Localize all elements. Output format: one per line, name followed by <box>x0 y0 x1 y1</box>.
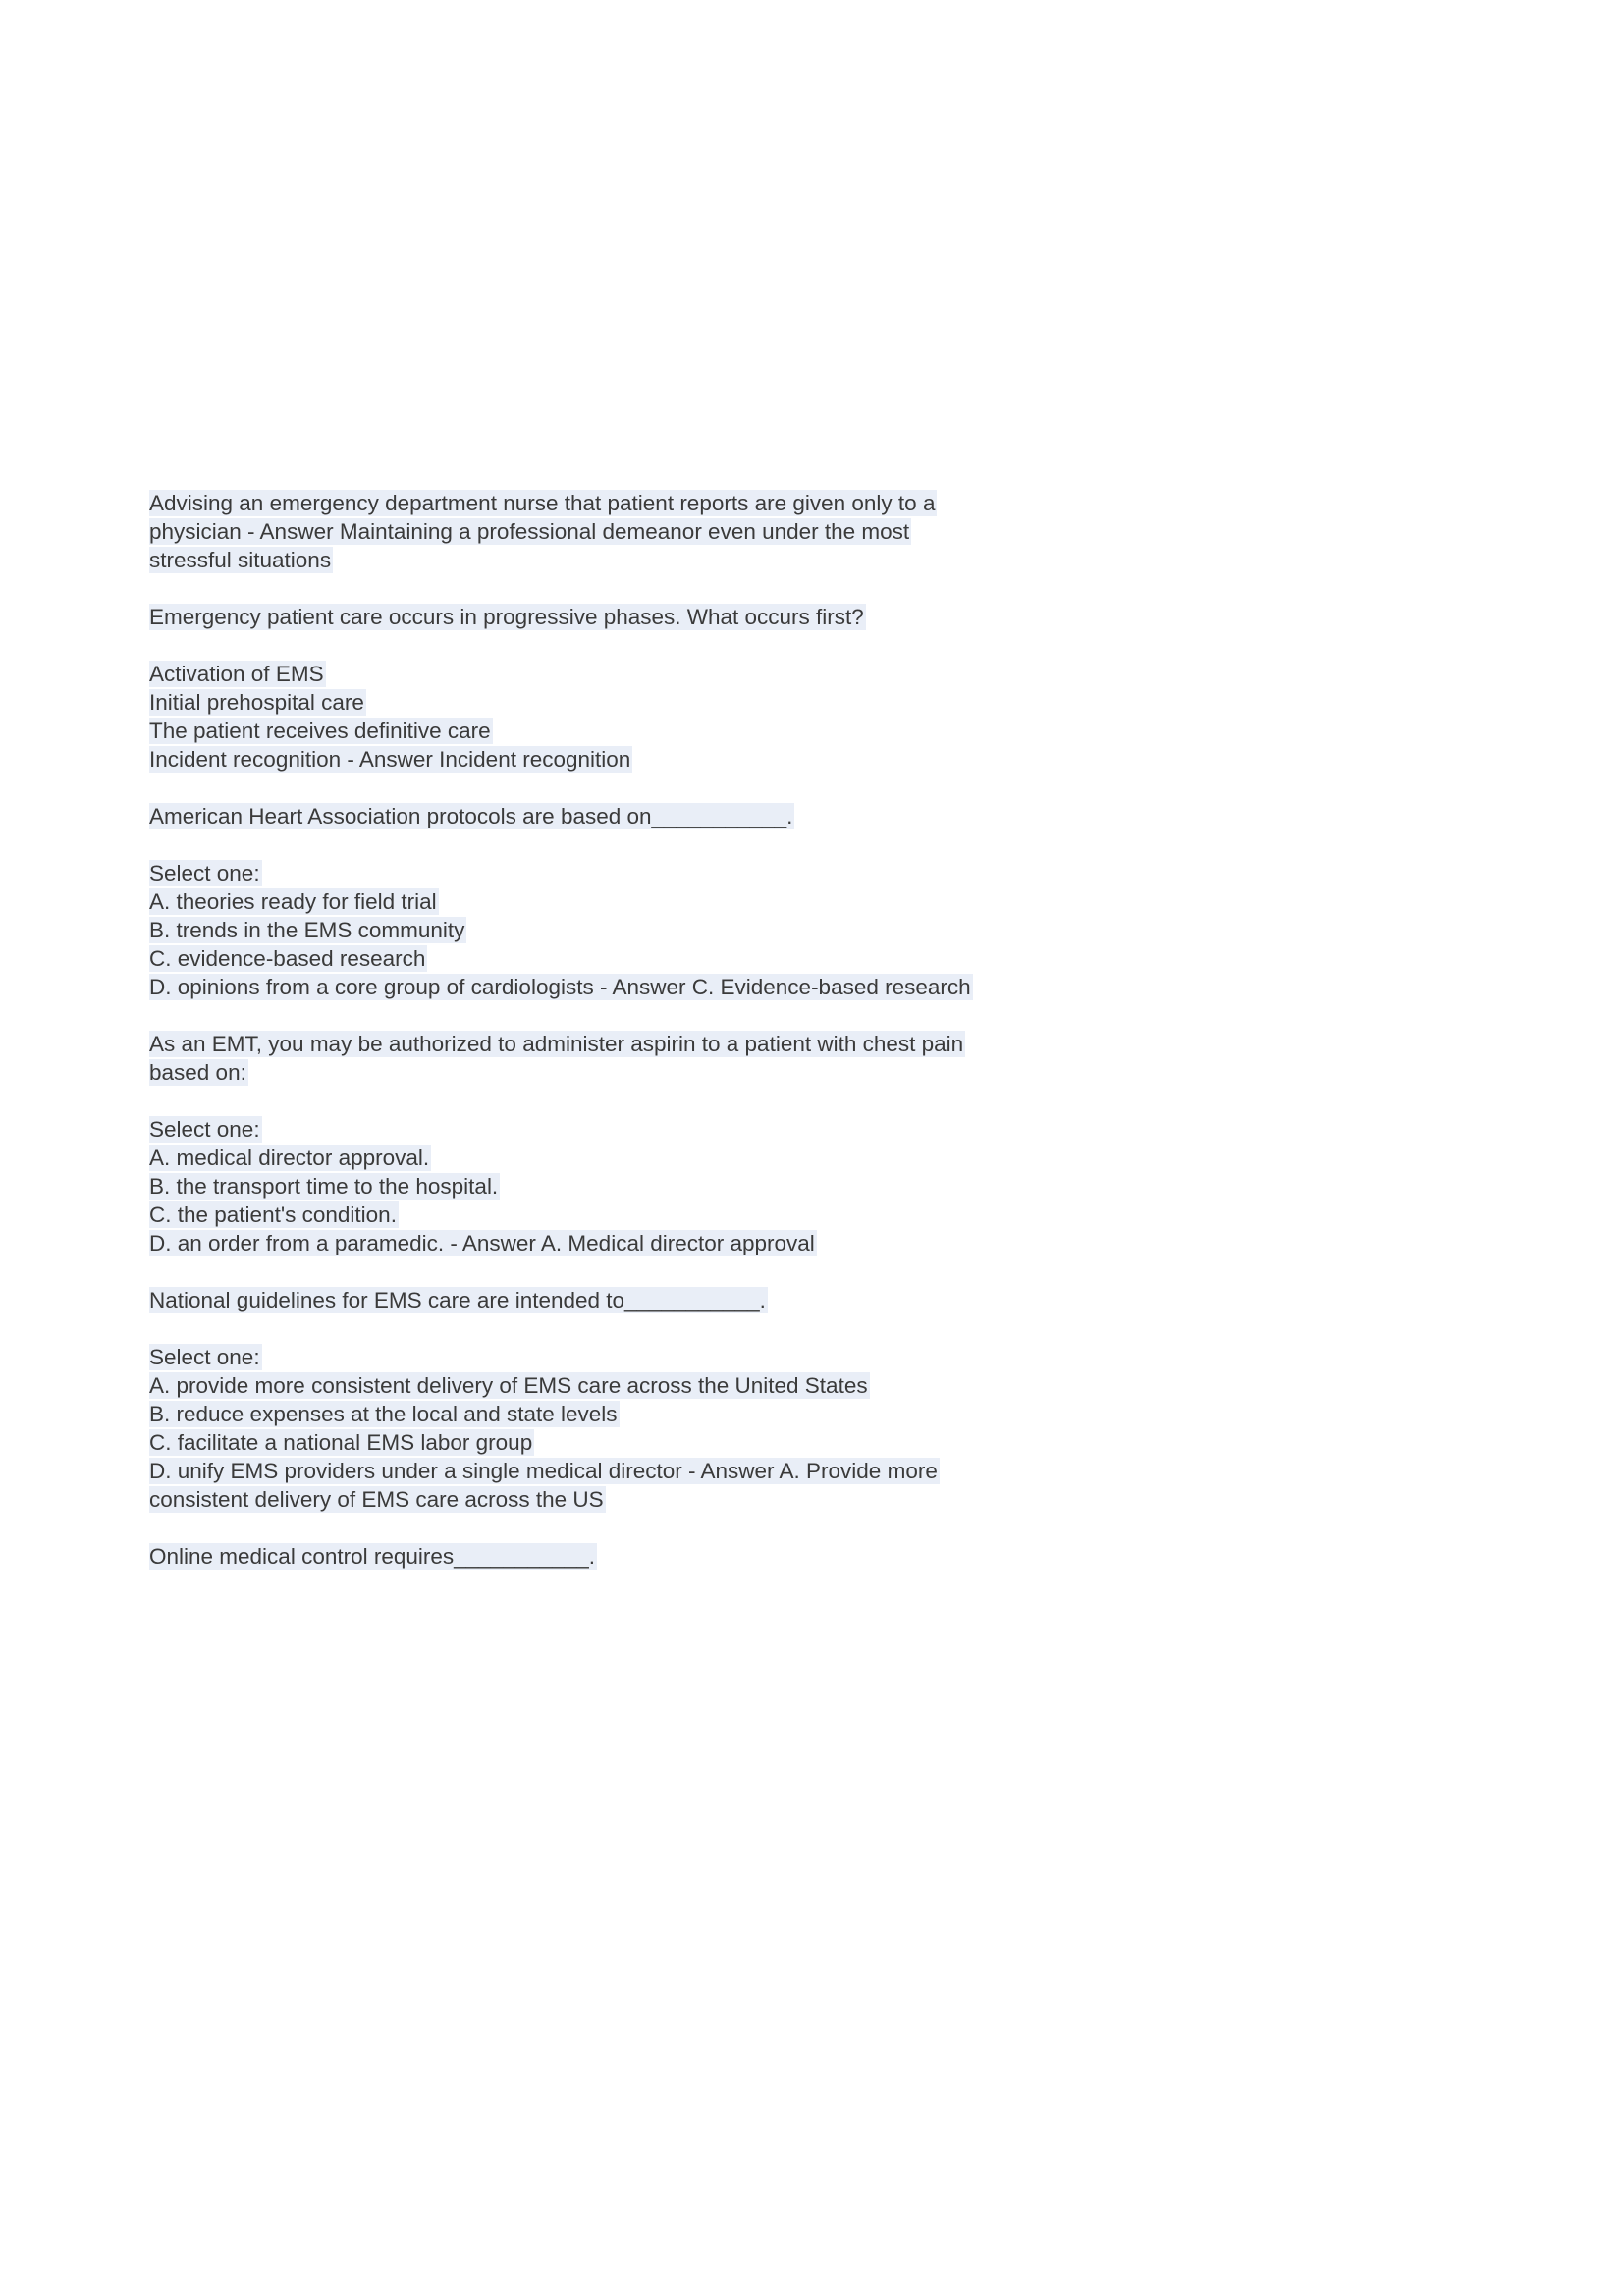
text-line: Advising an emergency department nurse that patient reports are given only to a <box>149 491 936 515</box>
document-text-content <box>149 489 1210 1599</box>
paragraph <box>149 1115 1210 1257</box>
text-line: physician - Answer Maintaining a professional demeanor even under the most <box>149 519 910 544</box>
paragraph <box>149 1286 1210 1314</box>
text-line: Select one: <box>149 1117 260 1142</box>
text-line: C. the patient's condition. <box>149 1202 397 1227</box>
paragraph <box>149 859 1210 1001</box>
text-line: D. opinions from a core group of cardiologists - Answer C. Evidence-based research <box>149 975 971 999</box>
text-line: stressful situations <box>149 548 332 572</box>
text-line: As an EMT, you may be authorized to administer aspirin to a patient with chest pain <box>149 1032 964 1056</box>
text-line: Select one: <box>149 1345 260 1369</box>
text-line: B. trends in the EMS community <box>149 918 465 942</box>
text-line: based on: <box>149 1060 246 1085</box>
paragraph <box>149 660 1210 774</box>
text-line: C. facilitate a national EMS labor group <box>149 1430 533 1455</box>
text-line: American Heart Association protocols are based on___________. <box>149 804 793 828</box>
text-line: Select one: <box>149 861 260 885</box>
paragraph <box>149 1343 1210 1514</box>
text-line: D. unify EMS providers under a single medical director - Answer A. Provide more <box>149 1459 938 1483</box>
paragraph <box>149 603 1210 631</box>
text-line: A. medical director approval. <box>149 1146 430 1170</box>
text-line: Initial prehospital care <box>149 690 364 715</box>
text-line: D. an order from a paramedic. - Answer A. Medical director approval <box>149 1231 815 1255</box>
text-line: B. the transport time to the hospital. <box>149 1174 499 1199</box>
text-line: The patient receives definitive care <box>149 719 491 743</box>
paragraph <box>149 489 1210 574</box>
text-line: A. provide more consistent delivery of EMS care across the United States <box>149 1373 868 1398</box>
paragraph <box>149 1030 1210 1087</box>
text-line: Online medical control requires___________. <box>149 1544 596 1569</box>
text-line: Emergency patient care occurs in progressive phases. What occurs first? <box>149 605 864 629</box>
text-line: C. evidence-based research <box>149 946 426 971</box>
text-line: Incident recognition - Answer Incident recognition <box>149 747 631 772</box>
paragraph <box>149 802 1210 830</box>
text-line: National guidelines for EMS care are intended to___________. <box>149 1288 766 1312</box>
text-line: consistent delivery of EMS care across the US <box>149 1487 604 1512</box>
text-line: A. theories ready for field trial <box>149 889 437 914</box>
text-line: B. reduce expenses at the local and state levels <box>149 1402 618 1426</box>
text-line: Activation of EMS <box>149 662 324 686</box>
paragraph <box>149 1542 1210 1571</box>
